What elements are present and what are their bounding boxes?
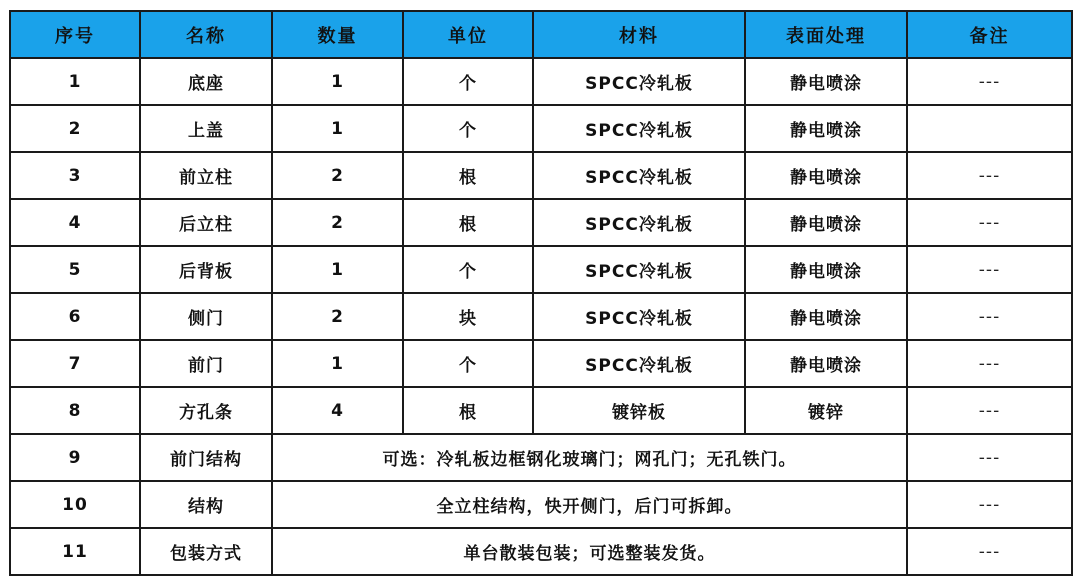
cell-description: 全立柱结构，快开侧门，后门可拆卸。 [272, 481, 907, 528]
cell-serial: 11 [10, 528, 140, 575]
cell-serial: 7 [10, 340, 140, 387]
cell-surface-treatment: 静电喷涂 [745, 293, 907, 340]
cell-serial: 2 [10, 105, 140, 152]
table-row [10, 152, 1072, 199]
cell-serial: 9 [10, 434, 140, 481]
cell-surface-treatment: 镀锌 [745, 387, 907, 434]
cell-remarks: --- [907, 58, 1072, 105]
cell-quantity: 1 [272, 340, 403, 387]
cell-remarks: --- [907, 434, 1072, 481]
cell-surface-treatment: 静电喷涂 [745, 58, 907, 105]
cell-remarks: --- [907, 340, 1072, 387]
cell-serial: 5 [10, 246, 140, 293]
table-row [10, 58, 1072, 105]
cell-unit: 根 [403, 199, 533, 246]
table-row [10, 246, 1072, 293]
cell-unit: 根 [403, 387, 533, 434]
cell-serial: 10 [10, 481, 140, 528]
column-header-material: 材料 [533, 11, 745, 58]
column-header-serial: 序号 [10, 11, 140, 58]
cell-material: 镀锌板 [533, 387, 745, 434]
cell-quantity: 1 [272, 105, 403, 152]
column-header-unit: 单位 [403, 11, 533, 58]
table-row-merged [10, 528, 1072, 575]
cell-material: SPCC冷轧板 [533, 293, 745, 340]
cell-name: 底座 [140, 58, 272, 105]
cell-unit: 个 [403, 340, 533, 387]
cell-unit: 个 [403, 105, 533, 152]
cell-serial: 3 [10, 152, 140, 199]
cell-description: 单台散装包装；可选整装发货。 [272, 528, 907, 575]
cell-unit: 个 [403, 58, 533, 105]
column-header-remarks: 备注 [907, 11, 1072, 58]
cell-name: 侧门 [140, 293, 272, 340]
parts-list-table [9, 10, 1073, 576]
cell-material: SPCC冷轧板 [533, 152, 745, 199]
cell-remarks [907, 105, 1072, 152]
cell-name: 方孔条 [140, 387, 272, 434]
cell-name: 前门结构 [140, 434, 272, 481]
cell-name: 后背板 [140, 246, 272, 293]
table-header-row [10, 11, 1072, 58]
table-row [10, 387, 1072, 434]
cell-quantity: 1 [272, 58, 403, 105]
cell-material: SPCC冷轧板 [533, 246, 745, 293]
column-header-name: 名称 [140, 11, 272, 58]
cell-name: 后立柱 [140, 199, 272, 246]
column-header-quantity: 数量 [272, 11, 403, 58]
cell-unit: 块 [403, 293, 533, 340]
cell-remarks: --- [907, 152, 1072, 199]
cell-quantity: 2 [272, 199, 403, 246]
cell-remarks: --- [907, 528, 1072, 575]
cell-name: 前门 [140, 340, 272, 387]
cell-description: 可选：冷轧板边框钢化玻璃门；网孔门；无孔铁门。 [272, 434, 907, 481]
table-row [10, 340, 1072, 387]
cell-surface-treatment: 静电喷涂 [745, 246, 907, 293]
cell-surface-treatment: 静电喷涂 [745, 105, 907, 152]
cell-serial: 1 [10, 58, 140, 105]
cell-remarks: --- [907, 293, 1072, 340]
cell-unit: 根 [403, 152, 533, 199]
cell-material: SPCC冷轧板 [533, 58, 745, 105]
cell-name: 前立柱 [140, 152, 272, 199]
cell-name: 上盖 [140, 105, 272, 152]
cell-name: 结构 [140, 481, 272, 528]
column-header-surface-treatment: 表面处理 [745, 11, 907, 58]
cell-remarks: --- [907, 387, 1072, 434]
cell-quantity: 2 [272, 293, 403, 340]
cell-serial: 6 [10, 293, 140, 340]
cell-name: 包装方式 [140, 528, 272, 575]
cell-material: SPCC冷轧板 [533, 105, 745, 152]
cell-unit: 个 [403, 246, 533, 293]
cell-quantity: 2 [272, 152, 403, 199]
cell-material: SPCC冷轧板 [533, 340, 745, 387]
cell-remarks: --- [907, 481, 1072, 528]
cell-remarks: --- [907, 199, 1072, 246]
table-row [10, 105, 1072, 152]
table-row [10, 293, 1072, 340]
cell-remarks: --- [907, 246, 1072, 293]
cell-surface-treatment: 静电喷涂 [745, 199, 907, 246]
table-row-merged [10, 434, 1072, 481]
cell-material: SPCC冷轧板 [533, 199, 745, 246]
table-row-merged [10, 481, 1072, 528]
cell-serial: 4 [10, 199, 140, 246]
parts-table-container [9, 10, 1071, 571]
cell-surface-treatment: 静电喷涂 [745, 340, 907, 387]
cell-serial: 8 [10, 387, 140, 434]
cell-quantity: 1 [272, 246, 403, 293]
cell-quantity: 4 [272, 387, 403, 434]
table-row [10, 199, 1072, 246]
cell-surface-treatment: 静电喷涂 [745, 152, 907, 199]
